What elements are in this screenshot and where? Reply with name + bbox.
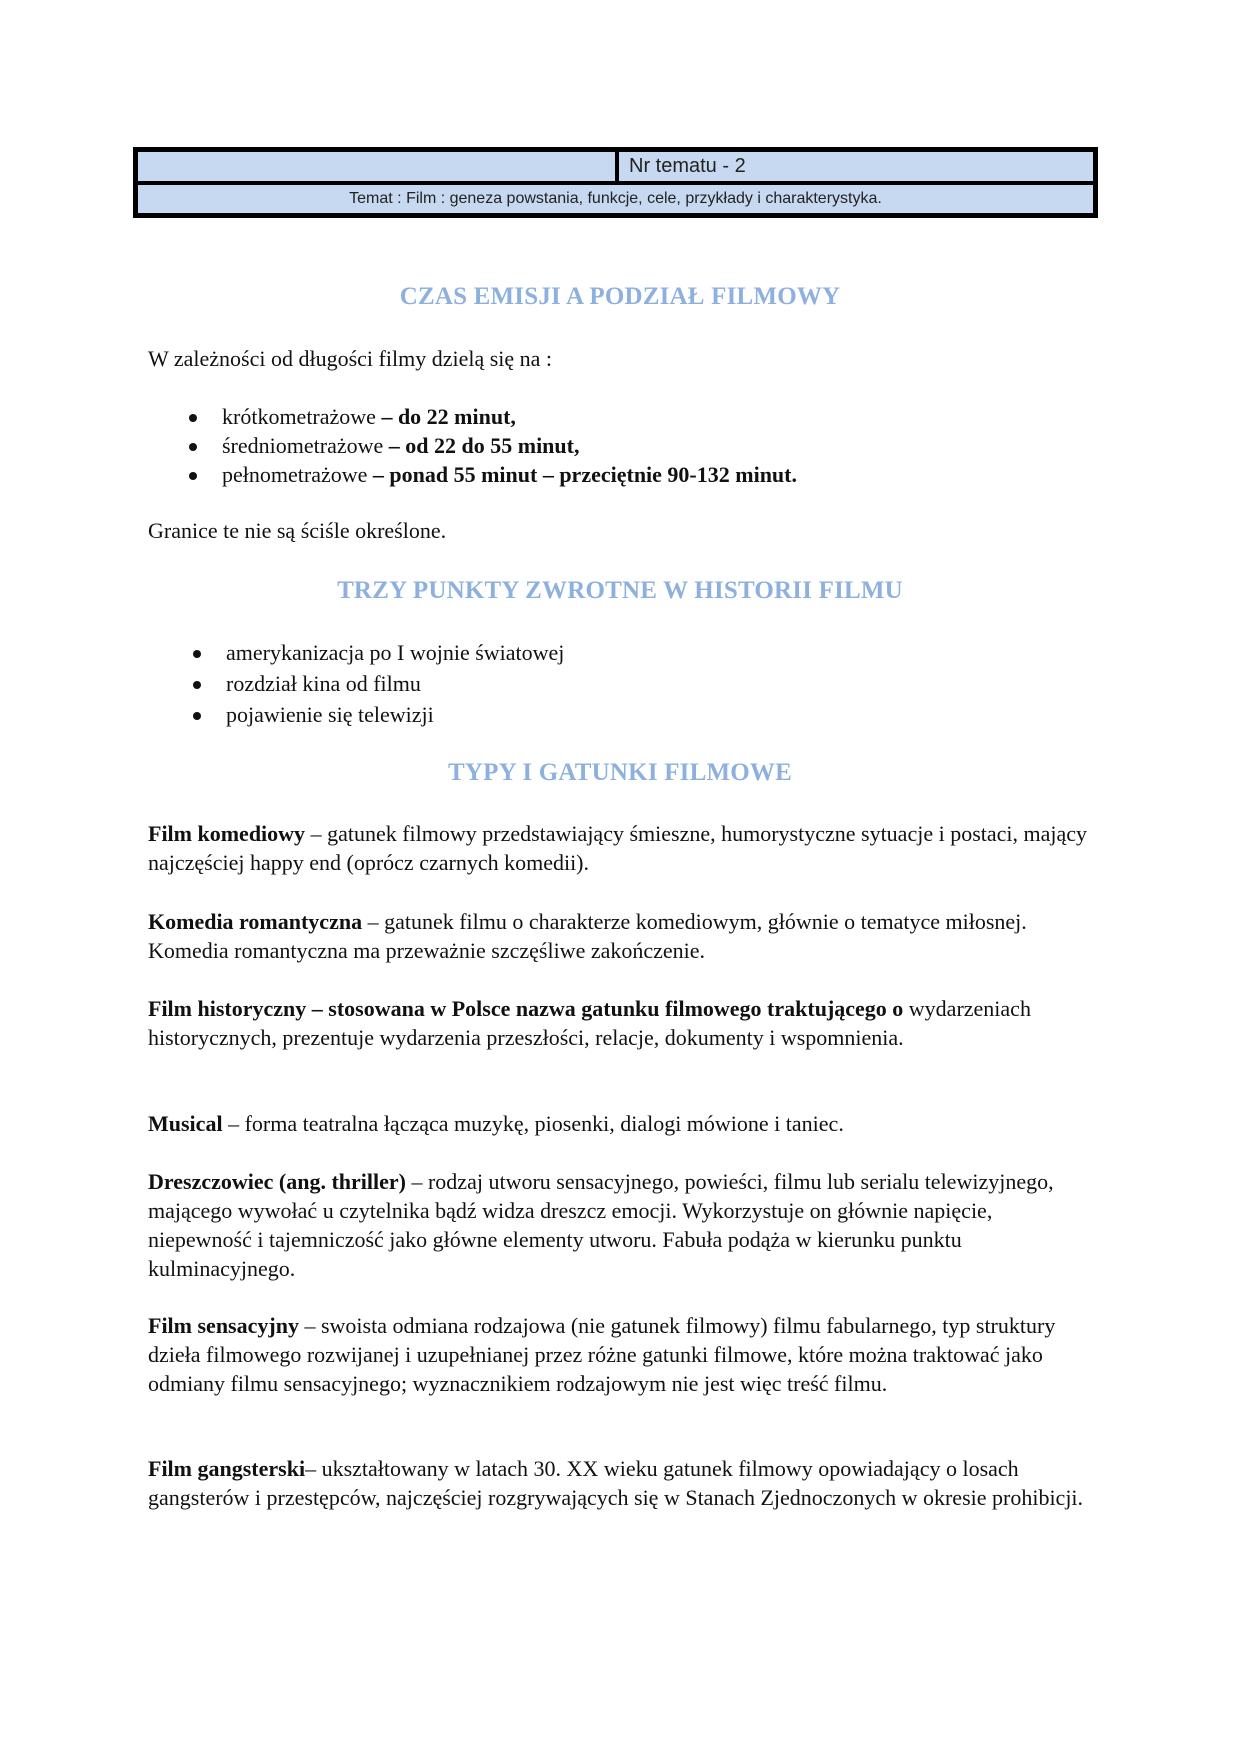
genre-paragraph: Film sensacyjny – swoista odmiana rodzajowa (nie gatunek filmowy) filmu fabularnego, typ struktury dzieła filmowego rozwijanej i uzupełnianej przez różne gatunki filmowe, które można traktować jako odmiany filmu sensacyjnego; wyznacznikiem rodzajowym nie jest więc treść filmu.: [148, 1313, 1056, 1396]
section-heading-turning-points: TRZY PUNKTY ZWROTNE W HISTORII FILMU: [337, 577, 903, 604]
length-list: [222, 402, 797, 489]
topic-title: Temat : Film : geneza powstania, funkcje, cele, przykłady i charakterystyka.: [138, 185, 1093, 213]
note-paragraph: Granice te nie są ściśle określone.: [148, 518, 447, 543]
topic-header-table: [133, 147, 1098, 218]
bullet-icon: [189, 414, 197, 422]
genre-paragraph: Film komediowy – gatunek filmowy przedstawiający śmieszne, humorystyczne sytuacje i postaci, mający najczęściej happy end (oprócz czarnych komedii).: [148, 821, 1088, 875]
list-item: rozdział kina od filmu: [226, 669, 564, 700]
genre-paragraph: Dreszczowiec (ang. thriller) – rodzaj utworu sensacyjnego, powieści, filmu lub serialu telewizyjnego, mającego wywołać u czytelnika bądź widza dreszcz emocji. Wykorzystuje on głównie napięcie, niepewność i tajemniczość jako główne elementy utworu. Fabuła podąża w kierunku punktu kulminacyjnego.: [148, 1169, 1054, 1281]
list-item: pojawienie się telewizji: [226, 700, 564, 731]
bullet-icon: [193, 650, 201, 658]
header-empty-cell: [138, 152, 615, 181]
bullet-icon: [193, 712, 201, 720]
list-item: średniometrażowe – od 22 do 55 minut,: [222, 431, 797, 460]
section-heading-emission: CZAS EMISJI A PODZIAŁ FILMOWY: [399, 283, 841, 310]
bullet-icon: [189, 443, 197, 451]
genre-paragraph: Film historyczny – stosowana w Polsce nazwa gatunku filmowego traktującego o wydarzeniach historycznych, prezentuje wydarzenia przeszłości, relacje, dokumenty i wspomnienia.: [148, 996, 1031, 1050]
list-item: pełnometrażowe – ponad 55 minut – przeciętnie 90-132 minut.: [222, 460, 797, 489]
turning-points-list: [226, 638, 564, 731]
list-item: amerykanizacja po I wojnie światowej: [226, 638, 564, 669]
list-item: krótkometrażowe – do 22 minut,: [222, 402, 797, 431]
bullet-icon: [193, 681, 201, 689]
intro-paragraph: W zależności od długości filmy dzielą się na :: [148, 346, 553, 371]
genre-paragraph: Film gangsterski– ukształtowany w latach 30. XX wieku gatunek filmowy opowiadający o losach gangsterów i przestępców, najczęściej rozgrywających się w Stanach Zjednoczonych w okresie prohibicji.: [148, 1456, 1084, 1510]
bullet-icon: [189, 472, 197, 480]
section-heading-genres: TYPY I GATUNKI FILMOWE: [448, 759, 792, 786]
topic-number: Nr tematu - 2: [619, 152, 1093, 181]
genre-paragraph: Komedia romantyczna – gatunek filmu o charakterze komediowym, głównie o tematyce miłosnej. Komedia romantyczna ma przeważnie szczęśliwe zakończenie.: [148, 909, 1027, 963]
genre-paragraph: Musical – forma teatralna łącząca muzykę, piosenki, dialogi mówione i taniec.: [148, 1111, 844, 1136]
